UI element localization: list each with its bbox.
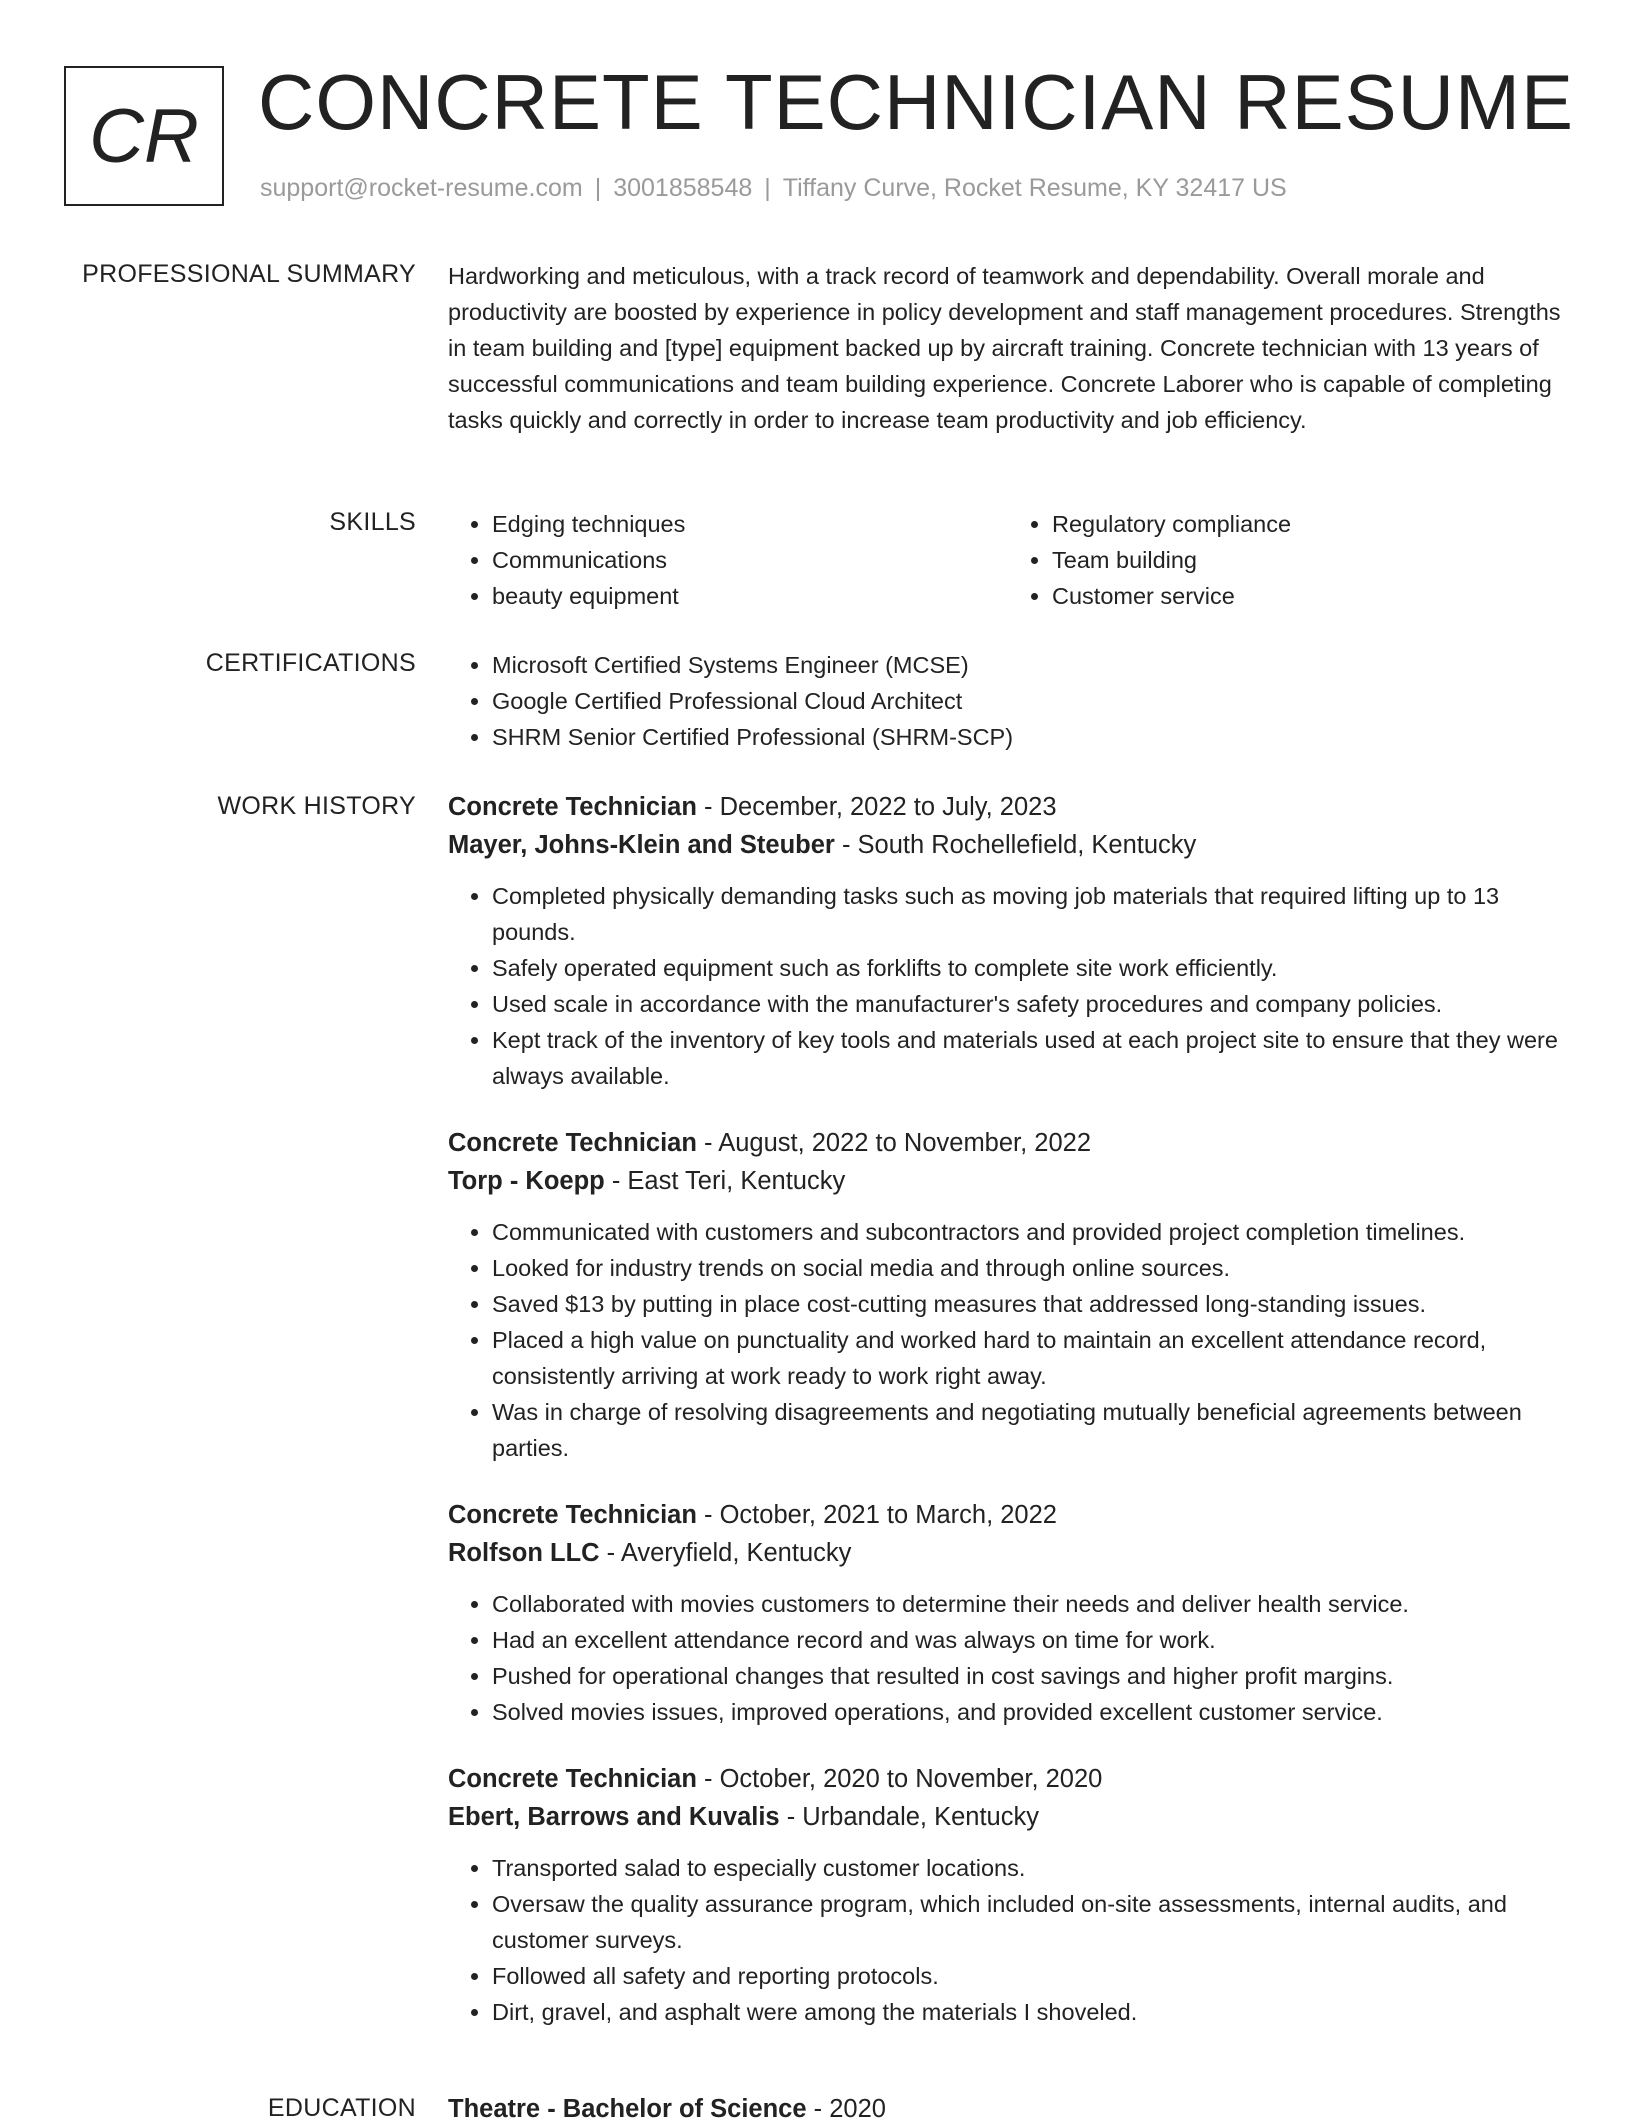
job-title: Concrete Technician (448, 793, 697, 821)
skill-item: • Customer service (1052, 578, 1568, 614)
job-bullets (448, 1214, 1568, 1466)
education-body (448, 2090, 1568, 2128)
job-bullets (448, 1850, 1568, 2030)
skill-item: • beauty equipment (492, 578, 1008, 614)
job-bullet: • Dirt, gravel, and asphalt were among the materials I shoveled. (492, 1994, 1568, 2030)
job-bullet: • Looked for industry trends on social media and through online sources. (492, 1250, 1568, 1286)
job-entry (448, 1496, 1568, 1730)
job-company: Ebert, Barrows and Kuvalis (448, 1803, 780, 1831)
job-title: Concrete Technician (448, 1129, 697, 1157)
job-company-line (448, 1798, 1568, 1836)
job-entry (448, 1124, 1568, 1466)
job-bullet: • Placed a high value on punctuality and worked hard to maintain an excellent attendance record, consistently arriving at work ready to work right away. (492, 1322, 1568, 1394)
job-dates: - August, 2022 to November, 2022 (696, 1129, 1092, 1157)
job-bullet: • Oversaw the quality assurance program, which included on-site assessments, internal audits, and customer surveys. (492, 1886, 1568, 1958)
job-bullets (448, 1586, 1568, 1730)
job-location: - East Teri, Kentucky (604, 1167, 846, 1195)
job-location: - South Rochellefield, Kentucky (834, 831, 1197, 859)
job-bullet: • Communicated with customers and subcontractors and provided project completion timelines. (492, 1214, 1568, 1250)
job-company-line (448, 826, 1568, 864)
job-bullet: • Safely operated equipment such as forklifts to complete site work efficiently. (492, 950, 1568, 986)
skill-item: • Regulatory compliance (1052, 506, 1568, 542)
job-dates: - October, 2020 to November, 2020 (696, 1765, 1103, 1793)
summary-label: PROFESSIONAL SUMMARY (82, 260, 416, 288)
job-company: Torp - Koepp (448, 1167, 605, 1195)
contact-email: support@rocket-resume.com (260, 174, 583, 202)
skills-label: SKILLS (329, 508, 416, 536)
contact-line (260, 174, 1287, 203)
skill-item: • Communications (492, 542, 1008, 578)
job-company: Rolfson LLC (448, 1539, 600, 1567)
certifications-list (448, 647, 1568, 755)
resume-title: CONCRETE TECHNICIAN RESUME (258, 58, 1575, 146)
job-title-line (448, 1496, 1568, 1534)
education-year: - 2020 (806, 2095, 886, 2123)
job-bullets (448, 878, 1568, 1094)
job-title-line (448, 1760, 1568, 1798)
job-location: - Averyfield, Kentucky (599, 1539, 852, 1567)
work-history-body (448, 788, 1568, 2030)
job-bullet: • Completed physically demanding tasks such as moving job materials that required lifting up to 13 pounds. (492, 878, 1568, 950)
job-bullet: • Saved $13 by putting in place cost-cutting measures that addressed long-standing issues. (492, 1286, 1568, 1322)
job-dates: - December, 2022 to July, 2023 (696, 793, 1057, 821)
skills-column-1 (448, 506, 1008, 614)
job-bullet: • Kept track of the inventory of key tools and materials used at each project site to ensure that they were always available. (492, 1022, 1568, 1094)
job-bullet: • Had an excellent attendance record and was always on time for work. (492, 1622, 1568, 1658)
job-title: Concrete Technician (448, 1765, 697, 1793)
monogram-logo: CR (64, 66, 224, 206)
work-history-label: WORK HISTORY (217, 792, 416, 820)
job-title: Concrete Technician (448, 1501, 697, 1529)
education-line (448, 2090, 1568, 2128)
contact-separator: | (594, 174, 602, 202)
skills-body (448, 506, 1568, 614)
summary-text: Hardworking and meticulous, with a track record of teamwork and dependability. Overall morale and productivity are boosted by experience in policy development and staff management procedures. Strengths in team building and [type] equipment backed up by aircraft training. Concrete technician with 13 years of successful communications and team building experience. Concrete Laborer who is capable of completing tasks quickly and correctly in order to increase team productivity and job efficiency. (448, 263, 1561, 433)
skill-item: • Team building (1052, 542, 1568, 578)
job-bullet: • Was in charge of resolving disagreements and negotiating mutually beneficial agreements between parties. (492, 1394, 1568, 1466)
certification-item: • Google Certified Professional Cloud Architect (492, 683, 1568, 719)
contact-address: Tiffany Curve, Rocket Resume, KY 32417 US (782, 174, 1287, 202)
job-bullet: • Collaborated with movies customers to determine their needs and deliver health service. (492, 1586, 1568, 1622)
job-company-line (448, 1162, 1568, 1200)
contact-separator: | (764, 174, 771, 202)
job-title-line (448, 788, 1568, 826)
summary-body (448, 258, 1568, 438)
job-bullet: • Pushed for operational changes that resulted in cost savings and higher profit margins. (492, 1658, 1568, 1694)
job-location: - Urbandale, Kentucky (779, 1803, 1039, 1831)
job-bullet: • Transported salad to especially customer locations. (492, 1850, 1568, 1886)
job-entry (448, 788, 1568, 1094)
certification-item: • SHRM Senior Certified Professional (SHRM-SCP) (492, 719, 1568, 755)
education-label: EDUCATION (267, 2094, 416, 2122)
job-company-line (448, 1534, 1568, 1572)
job-title-line (448, 1124, 1568, 1162)
education-degree: Theatre - Bachelor of Science (448, 2095, 807, 2123)
certification-item: • Microsoft Certified Systems Engineer (MCSE) (492, 647, 1568, 683)
skill-item: • Edging techniques (492, 506, 1008, 542)
contact-phone: 3001858548 (613, 174, 753, 202)
certifications-label: CERTIFICATIONS (205, 649, 416, 677)
certifications-body (448, 647, 1568, 755)
skills-column-2 (1008, 506, 1568, 614)
job-company: Mayer, Johns-Klein and Steuber (448, 831, 835, 859)
job-bullet: • Used scale in accordance with the manufacturer's safety procedures and company policies. (492, 986, 1568, 1022)
job-bullet: • Solved movies issues, improved operations, and provided excellent customer service. (492, 1694, 1568, 1730)
job-entry (448, 1760, 1568, 2030)
job-dates: - October, 2021 to March, 2022 (696, 1501, 1057, 1529)
job-bullet: • Followed all safety and reporting protocols. (492, 1958, 1568, 1994)
